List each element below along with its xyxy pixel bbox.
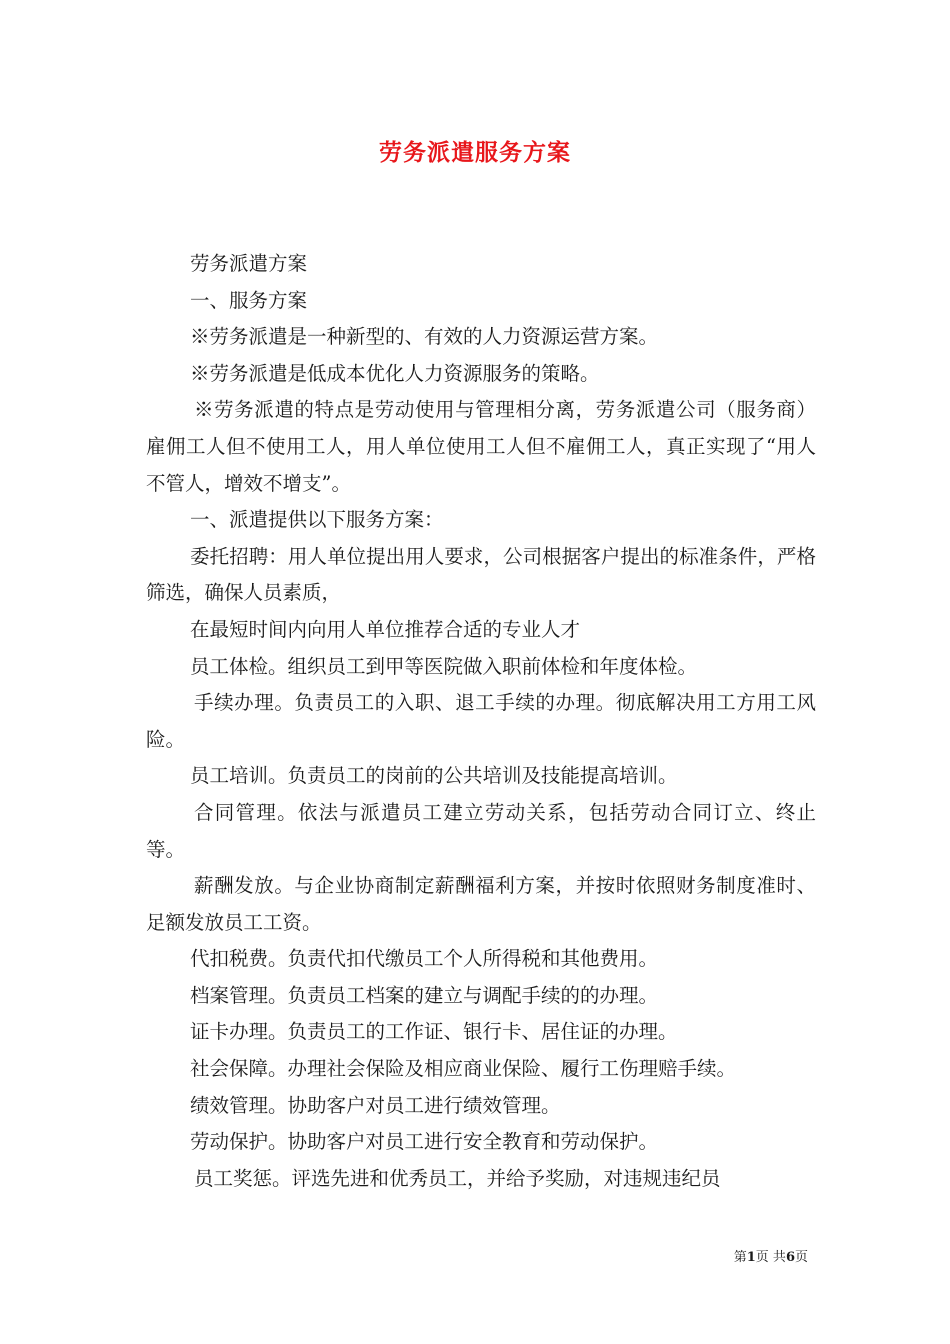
paragraph-18: 绩效管理。协助客户对员工进行绩效管理。 [190,1093,561,1117]
paragraph-17: 社会保障。办理社会保险及相应商业保险、履行工伤理赔手续。 [190,1057,737,1081]
page-footer [734,1246,808,1265]
paragraph-11: 员工培训。负责员工的岗前的公共培训及技能提高培训。 [190,764,678,788]
paragraph-12: 合同管理。依法与派遣员工建立劳动关系，包括劳动合同订立、终止等。 [146,800,816,861]
paragraph-1: 劳务派遣方案 [190,252,308,275]
paragraph-19: 劳动保护。协助客户对员工进行安全教育和劳动保护。 [190,1130,659,1154]
paragraph-2: 一、服务方案 [190,288,308,312]
paragraph-15: 档案管理。负责员工档案的建立与调配手续的的办理。 [190,983,659,1007]
paragraph-20: 员工奖惩。评选先进和优秀员工，并给予奖励，对违规违纪员 [194,1166,721,1190]
paragraph-9: 员工体检。组织员工到甲等医院做入职前体检和年度体检。 [190,654,698,678]
footer-total-pages: 6 [785,1250,795,1265]
paragraph-10: 手续办理。负责员工的入职、退工手续的办理。彻底解决用工方用工风险。 [146,691,816,751]
paragraph-16: 证卡办理。负责员工的工作证、银行卡、居住证的办理。 [190,1020,678,1044]
paragraph-7: 委托招聘：用人单位提出用人要求，公司根据客户提出的标准条件，严格筛选，确保人员素质， [146,544,816,605]
document-body [146,246,816,1197]
footer-current-page: 1 [746,1250,756,1265]
paragraph-3: ※劳务派遣是一种新型的、有效的人力资源运营方案。 [190,325,659,349]
footer-prefix: 第 [733,1250,747,1265]
paragraph-5: ※劳务派遣的特点是劳动使用与管理相分离，劳务派遣公司（服务商）雇佣工人但不使用工人，用人单位使用工人但不雇佣工人，真正实现了“用人不管人，增效不增支”。 [146,398,816,495]
document-title: 劳务派遣服务方案 [379,139,571,166]
paragraph-4: ※劳务派遣是低成本优化人力资源服务的策略。 [190,361,600,385]
footer-suffix: 页 [794,1250,808,1265]
paragraph-14: 代扣税费。负责代扣代缴员工个人所得税和其他费用。 [190,947,659,971]
paragraph-13: 薪酬发放。与企业协商制定薪酬福利方案，并按时依照财务制度准时、足额发放员工工资。 [146,874,816,934]
paragraph-8: 在最短时间内向用人单位推荐合适的专业人才 [190,617,581,641]
paragraph-6: 一、派遣提供以下服务方案： [190,508,444,532]
footer-middle: 页 共 [755,1250,786,1265]
